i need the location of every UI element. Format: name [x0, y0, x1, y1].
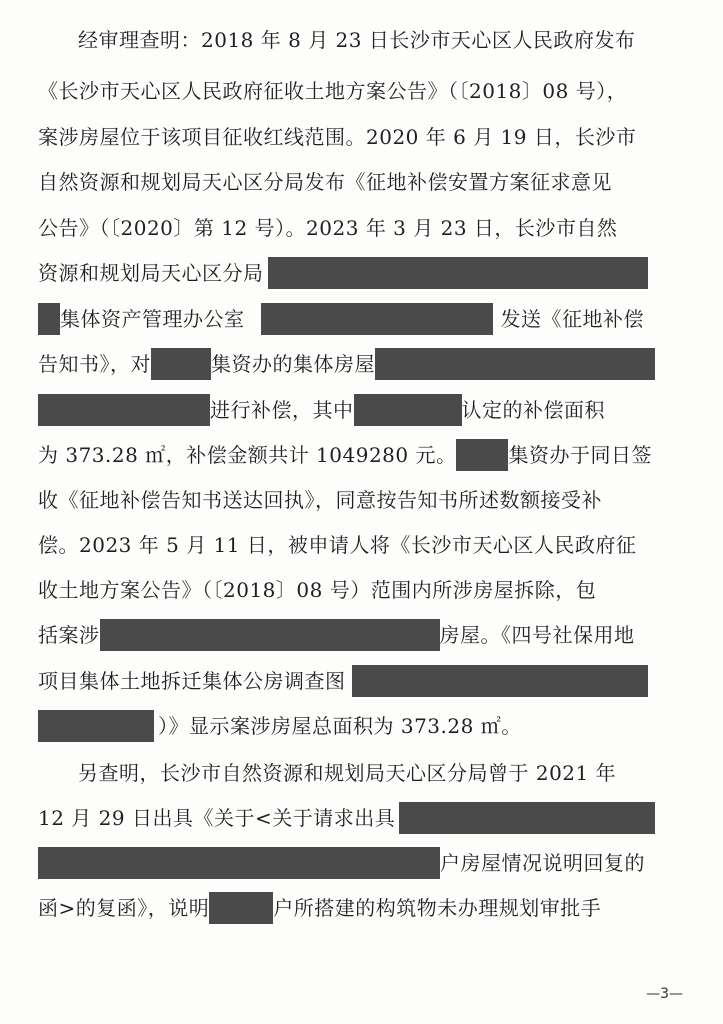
redaction: [151, 348, 211, 380]
text: 集体资产管理办公室: [60, 307, 245, 331]
text-line: [38, 20, 685, 60]
text-line: [38, 253, 685, 293]
text: 括案涉: [38, 623, 100, 647]
text: 公告》（〔2020〕第 12 号）。2023 年 3 月 23 日，长沙市自然: [38, 216, 618, 240]
text: 告知书》，对: [38, 352, 151, 376]
text-line: [38, 480, 685, 520]
text: 发送《征地补偿: [500, 307, 644, 331]
text-line: [38, 888, 685, 928]
redaction: [375, 348, 655, 380]
text: 认定的补偿面积: [461, 398, 605, 422]
text: 为 373.28 ㎡，补偿金额共计 1049280 元。: [38, 443, 457, 467]
redaction: [38, 710, 154, 742]
text: 函>的复函》，说明: [38, 896, 210, 920]
text-line: [38, 208, 685, 248]
redaction: [38, 847, 440, 879]
text-line: [38, 435, 685, 475]
text-line: [38, 525, 685, 565]
text-line: [38, 162, 685, 202]
text: 经审理查明：2018 年 8 月 23 日长沙市天心区人民政府发布: [78, 28, 636, 52]
redaction: [268, 257, 648, 289]
redaction: [456, 439, 508, 471]
text: 偿。2023 年 5 月 11 日，被申请人将《长沙市天心区人民政府征: [38, 533, 637, 557]
text-line: [38, 344, 685, 384]
redaction: [38, 303, 60, 335]
text: 案涉房屋位于该项目征收红线范围。2020 年 6 月 19 日，长沙市: [38, 125, 637, 149]
text: 户所搭建的构筑物未办理规划审批手: [273, 896, 602, 920]
text-line: [38, 570, 685, 610]
redaction: [209, 892, 273, 924]
text-line: [38, 117, 685, 157]
text-line: [38, 71, 685, 111]
redaction: [399, 802, 655, 834]
text-line: [38, 661, 685, 701]
text: 收土地方案公告》（〔2018〕08 号）范围内所涉房屋拆除，包: [38, 578, 597, 602]
text: 12 月 29 日出具《关于<关于请求出具: [38, 806, 396, 830]
text-line: [38, 706, 685, 746]
redaction: [354, 394, 462, 426]
text: ）》显示案涉房屋总面积为 373.28 ㎡。: [158, 714, 522, 738]
text: 《长沙市天心区人民政府征收土地方案公告》（〔2018〕08 号），: [38, 79, 628, 103]
text-line: [38, 843, 685, 883]
text: 进行补偿，其中: [210, 398, 354, 422]
text-line: [38, 390, 685, 430]
text: 自然资源和规划局天心区分局发布《征地补偿安置方案征求意见: [38, 170, 612, 194]
redaction: [38, 394, 210, 426]
text: 资源和规划局天心区分局: [38, 261, 264, 285]
text: 另查明，长沙市自然资源和规划局天心区分局曾于 2021 年: [78, 761, 617, 785]
redaction: [261, 303, 493, 335]
text: 户房屋情况说明回复的: [440, 851, 645, 875]
text: 收《征地补偿告知书送达回执》，同意按告知书所述数额接受补: [38, 488, 602, 512]
page-number: —3—: [646, 986, 683, 1002]
text: 房屋。《四号社保用地: [439, 623, 635, 647]
text-line: [38, 615, 685, 655]
text-line: [38, 798, 685, 838]
text-line: [38, 299, 685, 339]
redaction: [352, 665, 648, 697]
text: 集资办的集体房屋: [211, 352, 375, 376]
text-line: [38, 753, 685, 793]
text: 项目集体土地拆迁集体公房调查图: [38, 669, 346, 693]
text: 集资办于同日签: [508, 443, 652, 467]
redaction: [100, 619, 440, 651]
